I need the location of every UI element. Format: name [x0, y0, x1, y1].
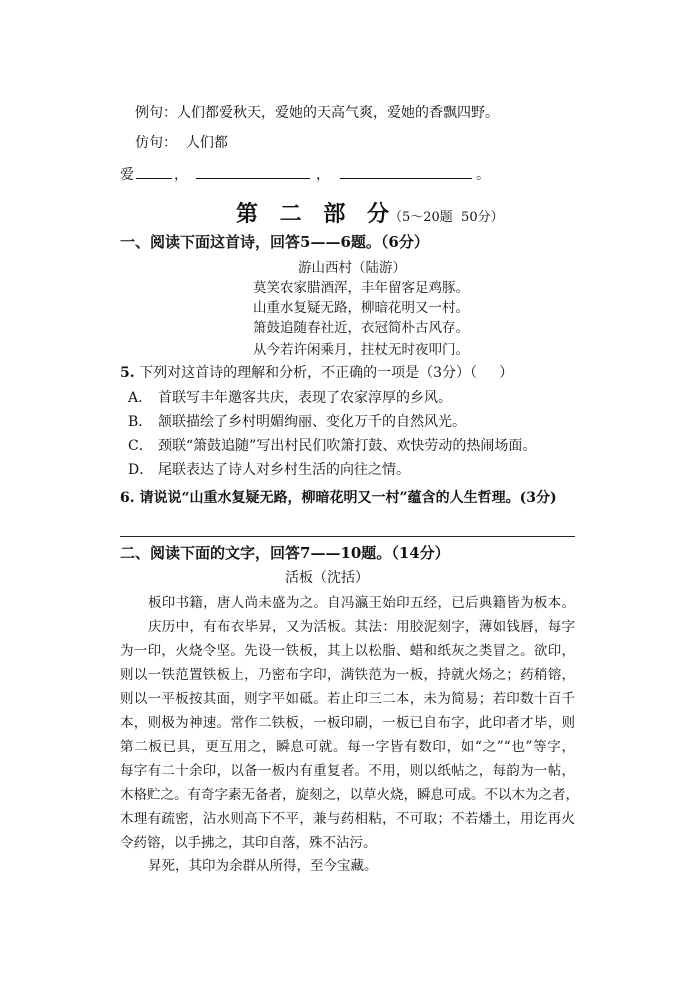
- question-5: [120, 364, 513, 382]
- option-c: [128, 437, 536, 455]
- part-title: 第 二 部 分: [236, 201, 389, 227]
- answer-blank-3: [340, 164, 472, 179]
- option-a: [128, 389, 452, 407]
- option-text: 首联写丰年邀客共庆，表现了农家淳厚的乡风。: [158, 390, 452, 406]
- poem-title: 游山西村（陆游）: [298, 260, 406, 276]
- answer-blank-1: [136, 164, 172, 179]
- option-letter: B．: [128, 414, 153, 430]
- passage-line: 第二板已具，更互用之，瞬息可就。每一字皆有数印，如“之”“也”等字，: [120, 739, 575, 755]
- question-6: 6. 请说说“山重水复疑无路，柳暗花明又一村”蕴含的人生哲理。(3分): [120, 490, 557, 506]
- passage-line: 木格贮之。有奇字素无备者，旋刻之，以草火烧，瞬息可成。不以木为之者，: [120, 787, 579, 803]
- section-one-heading: 一、阅读下面这首诗，回答5——6题。（6分）: [120, 233, 429, 251]
- passage-line: 每字有二十余印，以备一板内有重复者。不用，则以纸帖之，每韵为一帖，: [120, 763, 575, 779]
- example-sentence: 例句：人们都爱秋天，爱她的天高气爽，爱她的香飘四野。: [135, 105, 499, 121]
- section-two-heading: 二、阅读下面的文字，回答7——10题。（14分）: [120, 544, 450, 562]
- passage-line: 令药镕，以手拂之，其印自落，殊不沾污。: [120, 835, 377, 851]
- imitation-start: 人们都: [185, 135, 228, 151]
- option-text: 尾联表达了诗人对乡村生活的向往之情。: [158, 462, 410, 478]
- option-b: [128, 413, 466, 431]
- poem-line: 从今若许闲乘月，拄杖无时夜叩门。: [253, 342, 469, 358]
- imitation-sentence: [135, 134, 228, 152]
- passage-line: 则以一平板按其面，则字平如砥。若止印三二本，未为简易；若印数十百千: [120, 691, 575, 707]
- passage-line: 板印书籍，唐人尚未盛为之。自冯瀛王始印五经，已后典籍皆为板本。: [148, 595, 575, 611]
- passage-line: 木理有疏密，沾水则高下不平，兼与药相粘，不可取；不若燔土，用讫再火: [120, 811, 575, 827]
- passage-title: 活板（沈括）: [285, 570, 369, 586]
- passage-line: 本，则极为神速。常作二铁板，一板印刷，一板已自布字，此印者才毕，则: [120, 715, 575, 731]
- imitation-label: 仿句：: [135, 135, 177, 151]
- blank-separator-1: ，: [174, 167, 188, 183]
- poem-line: 箫鼓追随春社近，衣冠简朴古风存。: [253, 320, 469, 336]
- blank-separator-2: ，: [316, 167, 330, 183]
- option-letter: D．: [128, 462, 154, 478]
- blank-line-start: 爱: [120, 167, 134, 183]
- answer-blank-2: [196, 164, 310, 179]
- option-letter: C．: [128, 438, 153, 454]
- fill-in-blank-line: [120, 164, 490, 182]
- poem-line: 山重水复疑无路，柳暗花明又一村。: [253, 300, 469, 316]
- answer-divider-line: [120, 536, 575, 537]
- part-heading: [236, 200, 504, 228]
- passage-line: 则以一铁范置铁板上，乃密布字印，满铁范为一板，持就火炀之；药稍镕，: [120, 667, 575, 683]
- passage-line: 为一印，火烧令坚。先设一铁板，其上以松脂、蜡和纸灰之类冒之。欲印，: [120, 643, 575, 659]
- option-text: 颈联“箫鼓追随”写出村民们吹箫打鼓、欢快劳动的热闹场面。: [158, 438, 537, 454]
- option-d: [128, 461, 410, 479]
- part-subtitle: （5～20题 50分）: [388, 210, 504, 225]
- option-letter: A．: [128, 390, 153, 406]
- blank-line-end: 。: [476, 167, 490, 183]
- passage-line: 庆历中，有布衣毕昇，又为活板。其法：用胶泥刻字，薄如钱唇，每字: [148, 619, 575, 635]
- question-5-number: 5.: [120, 365, 135, 381]
- question-5-stem: 下列对这首诗的理解和分析，不正确的一项是（3分）（ ）: [134, 365, 514, 381]
- poem-line: 莫笑农家腊酒浑，丰年留客足鸡豚。: [253, 280, 469, 296]
- passage-line: 昇死，其印为余群从所得，至今宝藏。: [148, 858, 378, 874]
- option-text: 颔联描绘了乡村明媚绚丽、变化万千的自然风光。: [158, 414, 466, 430]
